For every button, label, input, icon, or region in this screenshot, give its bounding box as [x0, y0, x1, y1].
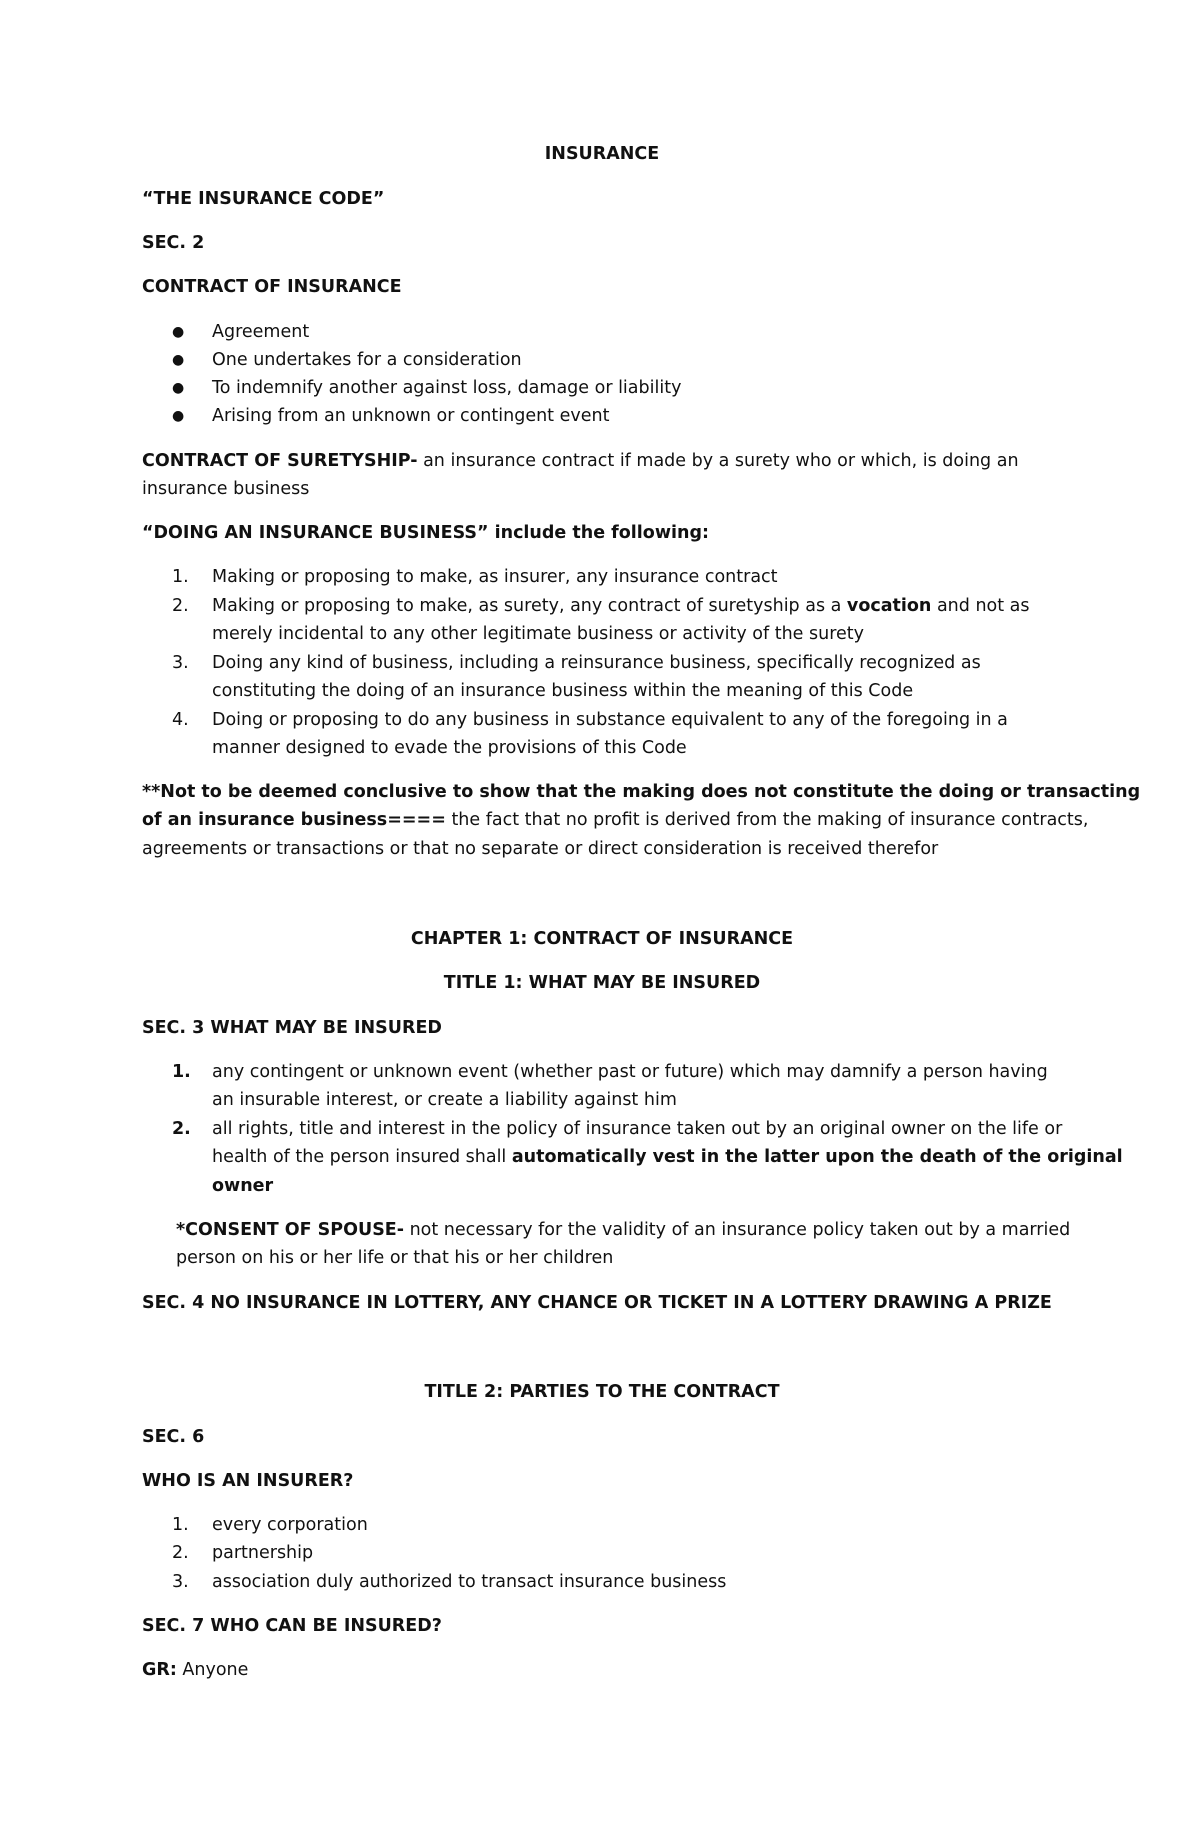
contract-heading: CONTRACT OF INSURANCE	[142, 277, 402, 297]
insurer-question: WHO IS AN INSURER?	[142, 1471, 354, 1491]
section-7-heading: SEC. 7 WHO CAN BE INSURED?	[142, 1616, 442, 1636]
title-2-heading: TITLE 2: PARTIES TO THE CONTRACT	[424, 1382, 780, 1402]
page-title: INSURANCE	[544, 144, 660, 164]
bullet-icon: ●	[172, 380, 185, 396]
code-title: “THE INSURANCE CODE”	[142, 189, 385, 209]
consent-paragraph-cont: person on his or her life or that his or her children	[176, 1248, 614, 1268]
document-page: INSURANCE “THE INSURANCE CODE” SEC. 2 CONTRACT OF INSURANCE ● Agreement ● One undertakes for a consideration ● To indemnify another against loss, damage or liability ● Arising from an unknown or contingent event CONTRACT OF SURETYSHIP- an insurance contract if made by a surety who or which, is doing an insurance business “DOING AN INSURANCE BUSINESS” include the following: 1. Making or proposing to make, as insurer, any insurance contract 2. Making or proposing to make, as surety, any contract of suretyship as a vocation and not as merely incidental to any other legitimate business or activity of the surety 3. Doing any kind of business, including a reinsurance business, specifically recognized as constituting the doing of an insurance business within the meaning of this Code 4. Doing or proposing to do any business in substance equivalent to any of the foregoing in a manner designed to evade the provisions of this Code **Not to be deemed conclusive to show that the making does not constitute the doing or transacting of an insurance business==== the fact that no profit is derived from the making of insurance contracts, agreements or transactions or that no separate or direct consideration is received therefor CHAPTER 1: CONTRACT OF INSURANCE TITLE 1: WHAT MAY BE INSURED SEC. 3 WHAT MAY BE INSURED 1. any contingent or unknown event (whether past or future) which may damnify a person having an insurable interest, or create a liability against him 2. all rights, title and interest in the policy of insurance taken out by an original owner on the life or health of the person insured shall automatically vest in the latter upon the death of the original owner *CONSENT OF SPOUSE- not necessary for the validity of an insurance policy taken out by a married person on his or her life or that his or her children SEC. 4 NO INSURANCE IN LOTTERY, ANY CHANCE OR TICKET IN A LOTTERY DRAWING A PRIZE TITLE 2: PARTIES TO THE CONTRACT SEC. 6 WHO IS AN INSURER? 1. every corporation 2. partnership 3. association duly authorized to transact insurance business SEC. 7 WHO CAN BE INSURED? GR: Anyone	[0, 0, 1200, 1835]
section-2-heading: SEC. 2	[142, 233, 205, 253]
section-3-heading: SEC. 3 WHAT MAY BE INSURED	[142, 1018, 442, 1038]
bullet-icon: ●	[172, 324, 185, 340]
suretyship-paragraph-cont: insurance business	[142, 479, 310, 499]
section-6-heading: SEC. 6	[142, 1427, 205, 1447]
title-1-heading: TITLE 1: WHAT MAY BE INSURED	[443, 973, 761, 993]
suretyship-paragraph: CONTRACT OF SURETYSHIP- an insurance contract if made by a surety who or which, is doing an	[142, 451, 1019, 471]
bullet-icon: ●	[172, 352, 185, 368]
note-paragraph-cont: agreements or transactions or that no separate or direct consideration is received therefor	[142, 839, 939, 859]
section-4-heading: SEC. 4 NO INSURANCE IN LOTTERY, ANY CHANCE OR TICKET IN A LOTTERY DRAWING A PRIZE	[142, 1293, 1052, 1313]
general-rule-line: GR: Anyone	[142, 1660, 249, 1680]
consent-paragraph: *CONSENT OF SPOUSE- not necessary for the validity of an insurance policy taken out by a married	[176, 1220, 1071, 1240]
doing-heading: “DOING AN INSURANCE BUSINESS” include the following:	[142, 523, 709, 543]
chapter-1-heading: CHAPTER 1: CONTRACT OF INSURANCE	[410, 929, 794, 949]
note-paragraph: **Not to be deemed conclusive to show that the making does not constitute the doing or transacting	[142, 782, 1141, 802]
note-paragraph-cont: of an insurance business==== the fact that no profit is derived from the making of insurance contracts,	[142, 810, 1089, 830]
bullet-icon: ●	[172, 408, 185, 424]
